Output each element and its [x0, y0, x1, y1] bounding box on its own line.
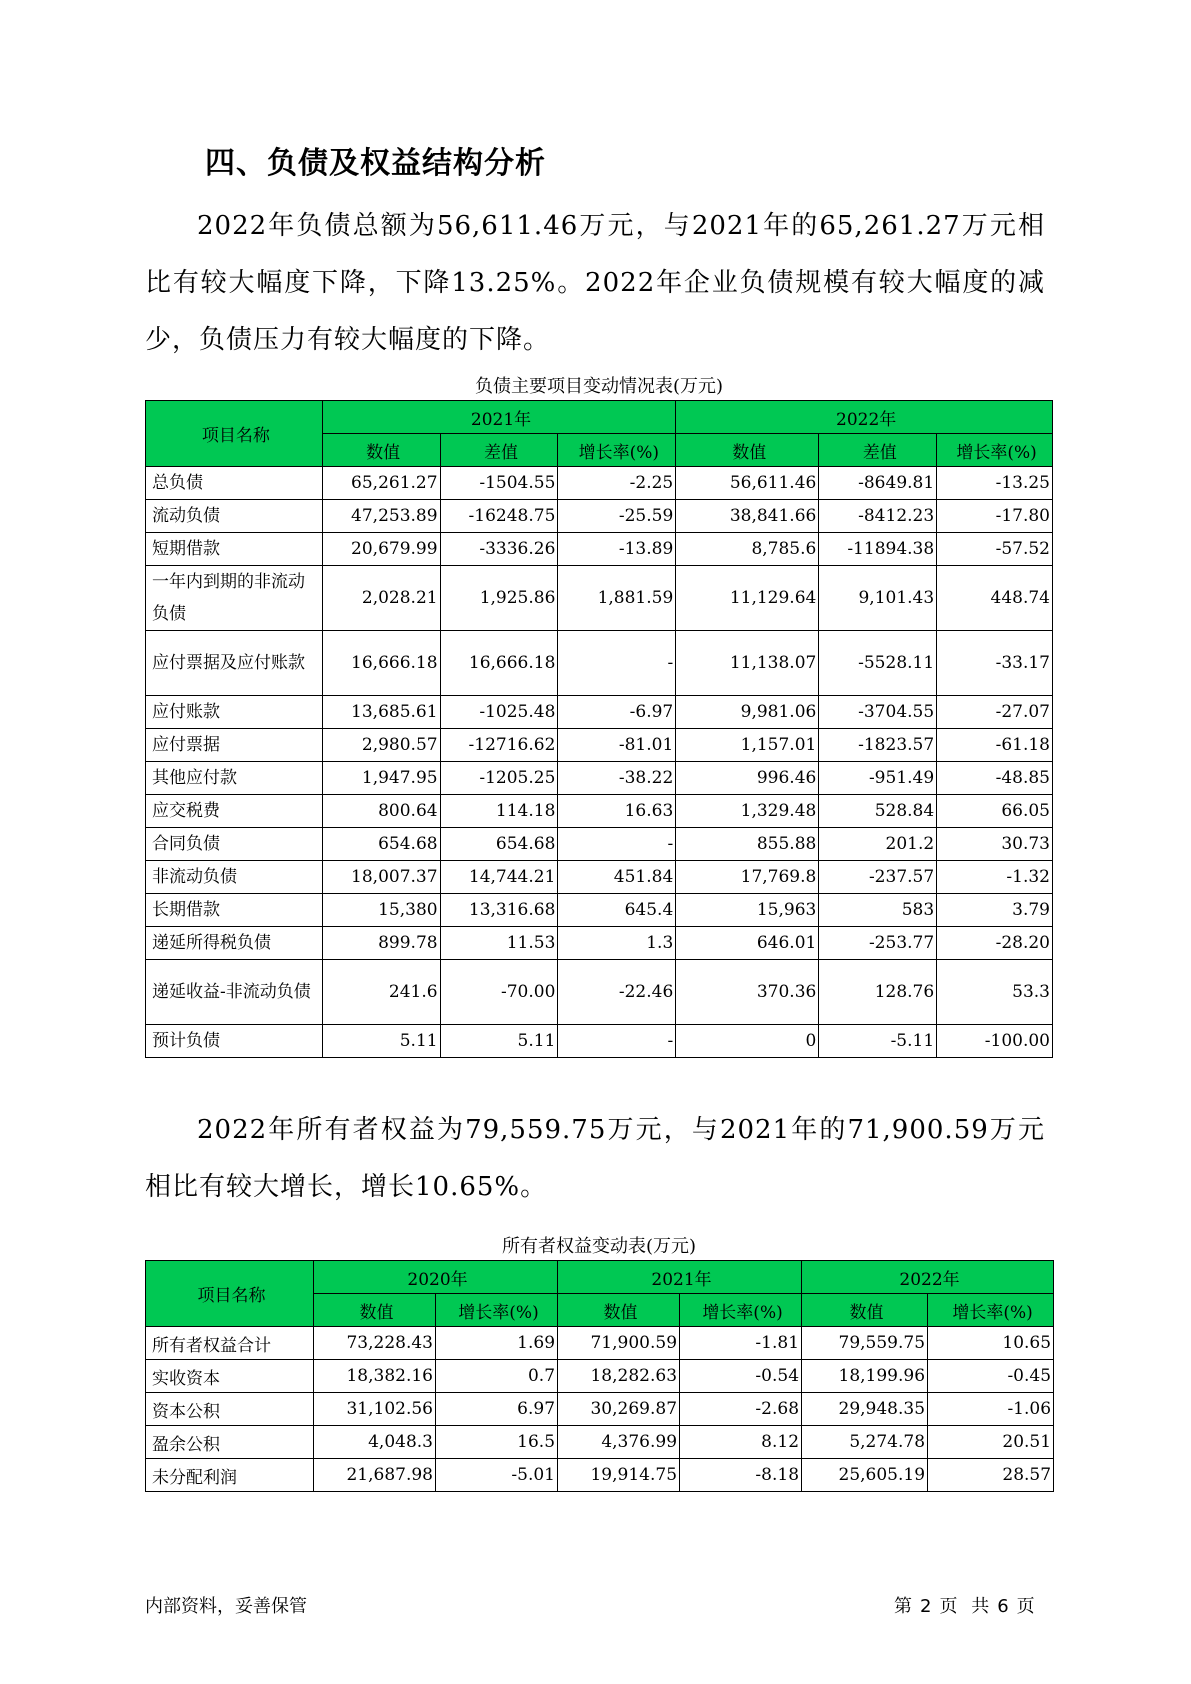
table-cell: -1025.48 [440, 696, 558, 729]
table-cell: 30,269.87 [558, 1393, 680, 1426]
table-cell: 5.11 [322, 1025, 440, 1058]
equity-table [145, 1260, 1054, 1492]
table-cell: 6.97 [436, 1393, 558, 1426]
row-item-name: 盈余公积 [146, 1426, 314, 1459]
table-cell: 9,981.06 [676, 696, 819, 729]
table-cell: -1504.55 [440, 467, 558, 500]
table-cell: 18,382.16 [314, 1360, 436, 1393]
column-subheader: 数值 [676, 434, 819, 467]
table-cell: 66.05 [937, 795, 1053, 828]
table-row [146, 729, 1053, 762]
table-cell: -13.25 [937, 467, 1053, 500]
table-cell: -13.89 [558, 533, 676, 566]
table-cell: 1.69 [436, 1327, 558, 1360]
column-subheader: 增长率(%) [558, 434, 676, 467]
table-cell: -22.46 [558, 960, 676, 1025]
table-cell: 19,914.75 [558, 1459, 680, 1492]
year-header: 2022年 [802, 1261, 1054, 1294]
table-row [146, 631, 1053, 696]
table-cell: -5.01 [436, 1459, 558, 1492]
table-cell: 0 [676, 1025, 819, 1058]
table-cell: - [558, 1025, 676, 1058]
row-item-name: 应交税费 [146, 795, 323, 828]
table-row [146, 1426, 1054, 1459]
table-cell: 855.88 [676, 828, 819, 861]
table-row [146, 927, 1053, 960]
table-cell: - [558, 828, 676, 861]
table-cell: 21,687.98 [314, 1459, 436, 1492]
column-subheader: 差值 [440, 434, 558, 467]
table-cell: 18,199.96 [802, 1360, 928, 1393]
column-subheader: 数值 [322, 434, 440, 467]
table-cell: -3704.55 [819, 696, 937, 729]
table-cell: 20,679.99 [322, 533, 440, 566]
table-cell: 583 [819, 894, 937, 927]
table-cell: 1,925.86 [440, 566, 558, 631]
table-cell: 128.76 [819, 960, 937, 1025]
table-row [146, 467, 1053, 500]
table-cell: 47,253.89 [322, 500, 440, 533]
table-cell: 25,605.19 [802, 1459, 928, 1492]
table-cell: -2.25 [558, 467, 676, 500]
table-cell: 451.84 [558, 861, 676, 894]
row-item-name: 应付票据 [146, 729, 323, 762]
total-label: 页 [1016, 1596, 1035, 1617]
table-cell: -25.59 [558, 500, 676, 533]
table-cell: 654.68 [322, 828, 440, 861]
total-pages: 6 [997, 1596, 1009, 1617]
table-cell: 16,666.18 [322, 631, 440, 696]
row-item-name: 递延收益-非流动负债 [146, 960, 323, 1025]
table-cell: 13,316.68 [440, 894, 558, 927]
table-cell: 31,102.56 [314, 1393, 436, 1426]
table-cell: 1,881.59 [558, 566, 676, 631]
table-cell: 1,329.48 [676, 795, 819, 828]
table-row [146, 1393, 1054, 1426]
table-cell: 528.84 [819, 795, 937, 828]
year-header: 2022年 [676, 401, 1053, 434]
table-cell: 20.51 [928, 1426, 1054, 1459]
table-cell: -16248.75 [440, 500, 558, 533]
row-item-name: 应付账款 [146, 696, 323, 729]
column-subheader: 增长率(%) [436, 1294, 558, 1327]
table-cell: 38,841.66 [676, 500, 819, 533]
table-cell: 56,611.46 [676, 467, 819, 500]
table-cell: 3.79 [937, 894, 1053, 927]
equity-summary-paragraph [145, 1102, 1045, 1216]
table-cell: -237.57 [819, 861, 937, 894]
row-item-name: 其他应付款 [146, 762, 323, 795]
table-row [146, 762, 1053, 795]
table-cell: 996.46 [676, 762, 819, 795]
table-cell: -6.97 [558, 696, 676, 729]
table-row [146, 795, 1053, 828]
page-label: 第 [894, 1596, 912, 1617]
table-cell: -61.18 [937, 729, 1053, 762]
row-item-name: 一年内到期的非流动负债 [146, 566, 323, 631]
table-cell: 15,380 [322, 894, 440, 927]
table-cell: 646.01 [676, 927, 819, 960]
table-row [146, 696, 1053, 729]
table-cell: 241.6 [322, 960, 440, 1025]
column-subheader: 数值 [558, 1294, 680, 1327]
table-cell: 11.53 [440, 927, 558, 960]
table-cell: -0.45 [928, 1360, 1054, 1393]
table-row [146, 1459, 1054, 1492]
table-cell: 201.2 [819, 828, 937, 861]
item-name-header: 项目名称 [146, 1261, 314, 1327]
table-cell: -1.32 [937, 861, 1053, 894]
table-cell: 14,744.21 [440, 861, 558, 894]
table-cell: 899.78 [322, 927, 440, 960]
table-cell: -3336.26 [440, 533, 558, 566]
table-cell: -1.06 [928, 1393, 1054, 1426]
table-cell: 13,685.61 [322, 696, 440, 729]
table-cell: 53.3 [937, 960, 1053, 1025]
year-header: 2021年 [558, 1261, 802, 1294]
equity-table-caption: 所有者权益变动表(万元) [501, 1236, 697, 1257]
table-cell: -70.00 [440, 960, 558, 1025]
table-row [146, 828, 1053, 861]
table-row [146, 1327, 1054, 1360]
table-cell: 1,157.01 [676, 729, 819, 762]
table-cell: 10.65 [928, 1327, 1054, 1360]
row-item-name: 流动负债 [146, 500, 323, 533]
row-item-name: 递延所得税负债 [146, 927, 323, 960]
section-heading: 四、负债及权益结构分析 [205, 146, 546, 181]
table-cell: 65,261.27 [322, 467, 440, 500]
table-cell: 79,559.75 [802, 1327, 928, 1360]
table-cell: -951.49 [819, 762, 937, 795]
row-item-name: 合同负债 [146, 828, 323, 861]
row-item-name: 资本公积 [146, 1393, 314, 1426]
table-cell: -17.80 [937, 500, 1053, 533]
table-cell: 4,376.99 [558, 1426, 680, 1459]
table-cell: 71,900.59 [558, 1327, 680, 1360]
table-cell: -57.52 [937, 533, 1053, 566]
table-cell: 15,963 [676, 894, 819, 927]
page-label: 页 [939, 1596, 958, 1617]
table-cell: -38.22 [558, 762, 676, 795]
footer-confidential-note: 内部资料，妥善保管 [145, 1596, 307, 1617]
table-cell: 73,228.43 [314, 1327, 436, 1360]
table-cell: 16.63 [558, 795, 676, 828]
table-cell: 4,048.3 [314, 1426, 436, 1459]
column-subheader: 增长率(%) [937, 434, 1053, 467]
row-item-name: 短期借款 [146, 533, 323, 566]
table-cell: -5528.11 [819, 631, 937, 696]
total-label: 共 [971, 1596, 990, 1617]
row-item-name: 应付票据及应付账款 [146, 631, 323, 696]
table-cell: 5,274.78 [802, 1426, 928, 1459]
table-cell: -8649.81 [819, 467, 937, 500]
footer-page-number [890, 1592, 1039, 1618]
table-cell: -27.07 [937, 696, 1053, 729]
table-cell: 8,785.6 [676, 533, 819, 566]
row-item-name: 所有者权益合计 [146, 1327, 314, 1360]
table-cell: 18,282.63 [558, 1360, 680, 1393]
table-cell: 18,007.37 [322, 861, 440, 894]
liability-table-caption: 负债主要项目变动情况表(万元) [474, 376, 724, 397]
table-cell: -1.81 [680, 1327, 802, 1360]
row-item-name: 未分配利润 [146, 1459, 314, 1492]
table-cell: -2.68 [680, 1393, 802, 1426]
table-cell: 2,980.57 [322, 729, 440, 762]
column-subheader: 数值 [802, 1294, 928, 1327]
table-cell: -1205.25 [440, 762, 558, 795]
table-cell: 28.57 [928, 1459, 1054, 1492]
table-cell: -8.18 [680, 1459, 802, 1492]
row-item-name: 实收资本 [146, 1360, 314, 1393]
table-cell: 29,948.35 [802, 1393, 928, 1426]
table-cell: 16,666.18 [440, 631, 558, 696]
year-header: 2021年 [322, 401, 676, 434]
table-cell: 370.36 [676, 960, 819, 1025]
item-name-header: 项目名称 [146, 401, 323, 467]
table-row [146, 960, 1053, 1025]
table-cell: 9,101.43 [819, 566, 937, 631]
table-cell: -1823.57 [819, 729, 937, 762]
table-cell: -12716.62 [440, 729, 558, 762]
table-cell: -5.11 [819, 1025, 937, 1058]
column-subheader: 增长率(%) [928, 1294, 1054, 1327]
table-cell: -28.20 [937, 927, 1053, 960]
table-cell: 5.11 [440, 1025, 558, 1058]
table-row [146, 533, 1053, 566]
table-cell: 2,028.21 [322, 566, 440, 631]
column-subheader: 增长率(%) [680, 1294, 802, 1327]
table-cell: -48.85 [937, 762, 1053, 795]
table-row [146, 861, 1053, 894]
table-cell: -33.17 [937, 631, 1053, 696]
table-cell: 11,129.64 [676, 566, 819, 631]
table-cell: -8412.23 [819, 500, 937, 533]
row-item-name: 长期借款 [146, 894, 323, 927]
table-cell: 800.64 [322, 795, 440, 828]
table-cell: -11894.38 [819, 533, 937, 566]
table-row [146, 1360, 1054, 1393]
table-cell: 17,769.8 [676, 861, 819, 894]
liability-summary-text: 2022年负债总额为56,611.46万元，与2021年的65,261.27万元相比有较大幅度下降，下降13.25%。2022年企业负债规模有较大幅度的减少，负债压力有较大幅度的下降。 [145, 211, 1045, 355]
table-cell: 1,947.95 [322, 762, 440, 795]
table-cell: 114.18 [440, 795, 558, 828]
table-cell: -0.54 [680, 1360, 802, 1393]
table-cell: 654.68 [440, 828, 558, 861]
current-page: 2 [920, 1596, 932, 1617]
liability-summary-paragraph [145, 198, 1045, 369]
table-row [146, 566, 1053, 631]
year-header: 2020年 [314, 1261, 558, 1294]
table-cell: -253.77 [819, 927, 937, 960]
table-row [146, 1025, 1053, 1058]
table-cell: -81.01 [558, 729, 676, 762]
table-cell: 16.5 [436, 1426, 558, 1459]
table-cell: - [558, 631, 676, 696]
row-item-name: 预计负债 [146, 1025, 323, 1058]
table-cell: 1.3 [558, 927, 676, 960]
table-cell: 11,138.07 [676, 631, 819, 696]
table-cell: 8.12 [680, 1426, 802, 1459]
table-cell: 448.74 [937, 566, 1053, 631]
table-cell: 645.4 [558, 894, 676, 927]
table-cell: 30.73 [937, 828, 1053, 861]
table-row [146, 500, 1053, 533]
liability-table [145, 400, 1053, 1058]
column-subheader: 数值 [314, 1294, 436, 1327]
row-item-name: 非流动负债 [146, 861, 323, 894]
table-cell: 0.7 [436, 1360, 558, 1393]
equity-summary-text: 2022年所有者权益为79,559.75万元，与2021年的71,900.59万元相比有较大增长，增长10.65%。 [145, 1115, 1045, 1202]
table-row [146, 894, 1053, 927]
table-cell: -100.00 [937, 1025, 1053, 1058]
column-subheader: 差值 [819, 434, 937, 467]
row-item-name: 总负债 [146, 467, 323, 500]
